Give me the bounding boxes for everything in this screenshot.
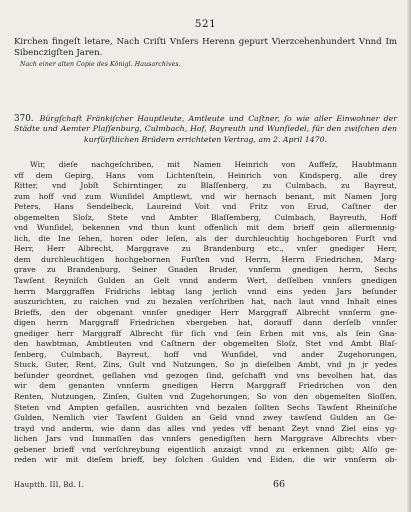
continuation-line-1: Kirchen fingeſt letare, Nach Criſti Vnſers Herenn gepurt Vierzcehenhundert Vnnd Im <box>14 37 397 47</box>
body-line: beſunder geordnet, geſlahen vnd gezogen ſind, geſchafft vnd vns bevolhen hat, das <box>14 370 397 380</box>
body-line: gebener brieff vnd verſchreybung eigentlich anzaigt vnnd zu erkennen gibt; Alſo ge- <box>14 444 397 454</box>
body-line: auszurichten, zu raichen vnd zu bezalen verſchriben hat, nach laut vnnd Inhalt eines <box>14 297 397 307</box>
document-body <box>14 160 397 466</box>
body-line: zum hoff vnd zum Wunſidel Amptlewt, vnd wir hernach benant, mit Namen Jorg <box>14 191 397 201</box>
body-line: Tawſent Reyniſch Gulden an Gelt vnnd anderm Wert, deſſelben vnnſers gnedigen <box>14 276 397 286</box>
body-line: lich, die Ine ſehen, horen oder leſen, als der durchleuchtig hochgeboren Furſt vnd <box>14 233 397 243</box>
body-line: Steten vnd Ampten gefallen, ausrichten vnd bezalen ſollten Sechs Tawſent Rheiniſche <box>14 402 397 412</box>
body-line: ſenberg, Culmbach, Bayreut, hoff vnd Wunſidel, vnd ander Zugehorungen, <box>14 349 397 359</box>
body-line: wir dem genanten vnnſerm gnedigen Herrn Marggraff Friedrichen von den <box>14 381 397 391</box>
document-number: 370. <box>14 114 34 124</box>
body-line: vff dem Gepirg, Hans vom Lichtenſtein, Heinrich von Kindsperg, alle drey <box>14 170 397 180</box>
body-line: Renten, Nutzungen, Zinſen, Gulten vnd Zugehorungen, So von den obgemelten Sloſſen, <box>14 392 397 402</box>
body-line: vnd Wunſidel, bekennen vnd thun kunt offenlich mit dem brieff gein allermennig- <box>14 223 397 233</box>
continuation-line-2: Sibenczigſten Jaren. <box>14 48 103 58</box>
volume-signature: Hauptth. III, Bd. I. <box>14 481 84 489</box>
body-line: den hawbtman, Ambtleuten vnd Caſtnern der obgemelten Sloſz, Stet vnd Ambt Blaſ- <box>14 339 397 349</box>
body-line: Brieffs, den der obgenant vnnſer gnediger Herr Marggraff Albrecht vnnſerm gne- <box>14 307 397 317</box>
body-line: obgemelten Sloſz, Stete vnd Ambter Blaſſemberg, Culmbach, Bayreuth, Hoff <box>14 212 397 222</box>
signature-number: 66 <box>273 479 286 490</box>
header-line-2: Städte und Aemter Plaſſenburg, Culmbach, Hof, Bayreuth und Wunſiedel, für den zwiſchen den <box>14 124 397 134</box>
body-line: Ritter, vnd Jobſt Schirntinger, zu Blaſſenberg, zu Culmbach, zu Bayreut, <box>14 181 397 191</box>
source-note: Nach einer alten Copie des Königl. Hausarchives. <box>20 61 181 68</box>
body-line: Peters, Hans Sendelbeck, Laureind Voit vnd Fritz von Erud, Caſtner der <box>14 202 397 212</box>
document-header <box>14 114 397 145</box>
body-line: dem durchleuchtigen hochgebornen Furſten vnd Herrn, Herrn Friedrichen, Marg- <box>14 254 397 264</box>
header-line-1 <box>14 114 397 124</box>
body-line: Gulden, Nemlich vier Tawſent Gulden an Geld vnnd zwey tawſend Gulden an Ge- <box>14 413 397 423</box>
body-line: trayd vnd anderm, wie dann das alles vnd yedes vff benant Zeyt vnnd Ziel eins yg- <box>14 423 397 433</box>
page-edge <box>407 0 411 512</box>
page-number: 521 <box>194 18 217 30</box>
body-line: Wir, dieſe nachgeſchriben, mit Namen Heinrich von Auffeſz, Haubtmann <box>30 160 397 169</box>
body-line: herrn Marggraffen Fridrichs lebtag lang jerlich vnnd eins yeden Jars beſunder <box>14 286 397 296</box>
continuation-paragraph <box>14 37 397 59</box>
body-line: reden wir mit dieſem brieff, bey ſolchen Gulden vnd Eiden, die wir vnnſerm ob- <box>14 455 397 465</box>
body-line: gnediger herr Marggraff Albrecht für ſich vnd ſein Erben mit vns, als ſein Gna- <box>14 328 397 338</box>
body-line: digen herrn Marggraff Friedrichen vbergeben hat, dorauff dann derſelb vnnſer <box>14 318 397 328</box>
body-line: Herr, Herr Albrecht, Marggrave zu Brandenburg etc., vnſer gnediger Herr, <box>14 244 397 254</box>
body-line: Stuck, Guter, Rent, Zins, Gult vnd Nutzungen, So jn dieſelben Ambt, vnd jn jr yedes <box>14 360 397 370</box>
header-text-1: Bürgſchaft Fränkiſcher Hauptleute, Amtleute und Caſtner, ſo wie aller Einwohner der <box>39 114 397 123</box>
body-line: grave zu Brandenburg, Seiner Gnaden Bruder, vnnſerm gnedigen herrn, Sechs <box>14 265 397 275</box>
header-line-3: kurfürſtlichen Brüdern errichteten Vertrag, am 2. April 1470. <box>83 134 328 144</box>
body-line: lichen Jars vnd Innmaſſen das vnnſers genedigſten hern Marggrave Albrechts vber- <box>14 434 397 444</box>
